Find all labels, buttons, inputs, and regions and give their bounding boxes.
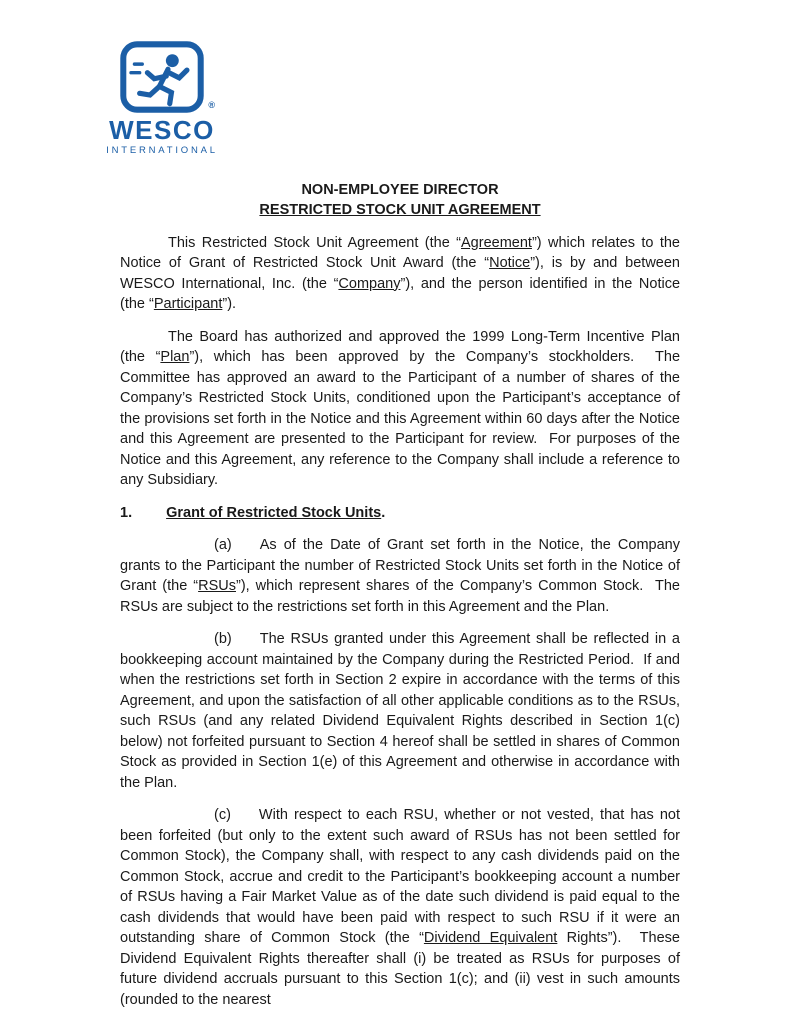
running-figure-icon <box>119 40 205 114</box>
text-segment: (b) <box>214 631 232 647</box>
text-segment: . <box>381 504 386 521</box>
section-1-heading <box>120 503 680 524</box>
paragraph-intro-1 <box>120 233 680 315</box>
text-segment: ”). <box>222 296 237 312</box>
text-segment: RSUs <box>198 578 236 594</box>
document-title-line2: RESTRICTED STOCK UNIT AGREEMENT <box>259 202 541 218</box>
text-segment <box>231 818 259 819</box>
text-segment: ”) which relates to the Notice of Grant of Restricted Stock Unit Award (the “ <box>120 234 680 271</box>
text-segment: Dividend Equivalent <box>423 930 558 946</box>
text-segment: ”), which represent shares of the Company’s Common Stock. The RSUs are subject to the restrictions set forth in this Agreement and the Plan. <box>120 578 680 615</box>
text-segment: Rights”). These Dividend Equivalent Rights thereafter shall (i) be treated as RSUs for purposes of future dividend accruals pursuant to this Section 1(c); and (ii) vest in such amounts (rounded to the nearest <box>120 930 680 1008</box>
text-segment: Agreement <box>461 234 532 251</box>
text-segment: (c) <box>214 807 231 823</box>
document-title <box>120 180 680 221</box>
wesco-logo <box>104 40 220 156</box>
text-segment <box>232 548 260 549</box>
paragraph-intro-2 <box>120 327 680 491</box>
text-segment: 1. <box>120 504 133 521</box>
logo-box <box>119 40 215 114</box>
text-segment: The RSUs granted under this Agreement shall be reflected in a bookkeeping account maintained by the Company during the Restricted Period. If and when the restrictions set forth in Section 2 expire in accordance with the terms of this Agreement, and upon the satisfaction of all other applicable conditions as to the RSUs, such RSUs (and any related Dividend Equivalent Rights described in Section 1(c) below) not forfeited pursuant to Section 4 hereof shall be settled in shares of Common Stock as provided in Section 1(e) of this Agreement and otherwise in accordance with the Plan. <box>120 631 680 791</box>
text-segment: As of the Date of Grant set forth in the Notice, the Company grants to the Participant the number of Restricted Stock Units set forth in the Notice of Grant (the “ <box>120 537 680 594</box>
text-segment: Grant of Restricted Stock Units <box>166 504 382 521</box>
text-segment: ”), and the person identified in the Notice (the “ <box>120 275 681 312</box>
text-segment: This Restricted Stock Unit Agreement (the “ <box>168 234 461 251</box>
text-segment: With respect to each RSU, whether or not vested, that has not been forfeited (but only to the extent such award of RSUs has not been settled for Common Stock), the Company shall, with respect to any cash dividends paid on the Common Stock, accrue and credit to the Participant’s bookkeeping account a number of RSUs having a Fair Market Value as of the date such dividend is paid equal to the cash dividends that would have been paid with respect to such RSU if it were an outstanding share of Common Stock (the “ <box>120 807 680 946</box>
paragraph-1a <box>120 535 680 617</box>
text-segment: Company <box>338 275 401 292</box>
text-segment <box>132 516 166 517</box>
logo-subtitle-text: INTERNATIONAL <box>106 145 218 156</box>
text-segment <box>232 642 260 643</box>
paragraph-1b <box>120 629 680 793</box>
logo-brand-text: WESCO <box>109 115 215 145</box>
text-segment: ”), is by and between WESCO International, Inc. (the “ <box>120 255 680 292</box>
text-segment: ”), which has been approved by the Company’s stockholders. The Committee has approved an award to the Participant of a number of shares of the Company’s Restricted Stock Units, conditioned upon the Participant’s acceptance of the provisions set forth in the Notice and this Agreement within 60 days after the Notice and this Agreement are presented to the Participant for review. For purposes of the Notice and this Agreement, any reference to the Company shall include a reference to any Subsidiary. <box>120 349 681 488</box>
text-segment: Notice <box>489 255 531 271</box>
text-segment: The Board has authorized and approved the 1999 Long-Term Incentive Plan (the “ <box>120 328 680 365</box>
paragraph-1c <box>120 805 680 1010</box>
registered-trademark: ® <box>208 100 215 110</box>
text-segment: Plan <box>160 349 190 365</box>
text-segment: (a) <box>214 537 232 553</box>
document-title-line1: NON-EMPLOYEE DIRECTOR <box>301 181 499 198</box>
text-segment: Participant <box>153 296 223 312</box>
